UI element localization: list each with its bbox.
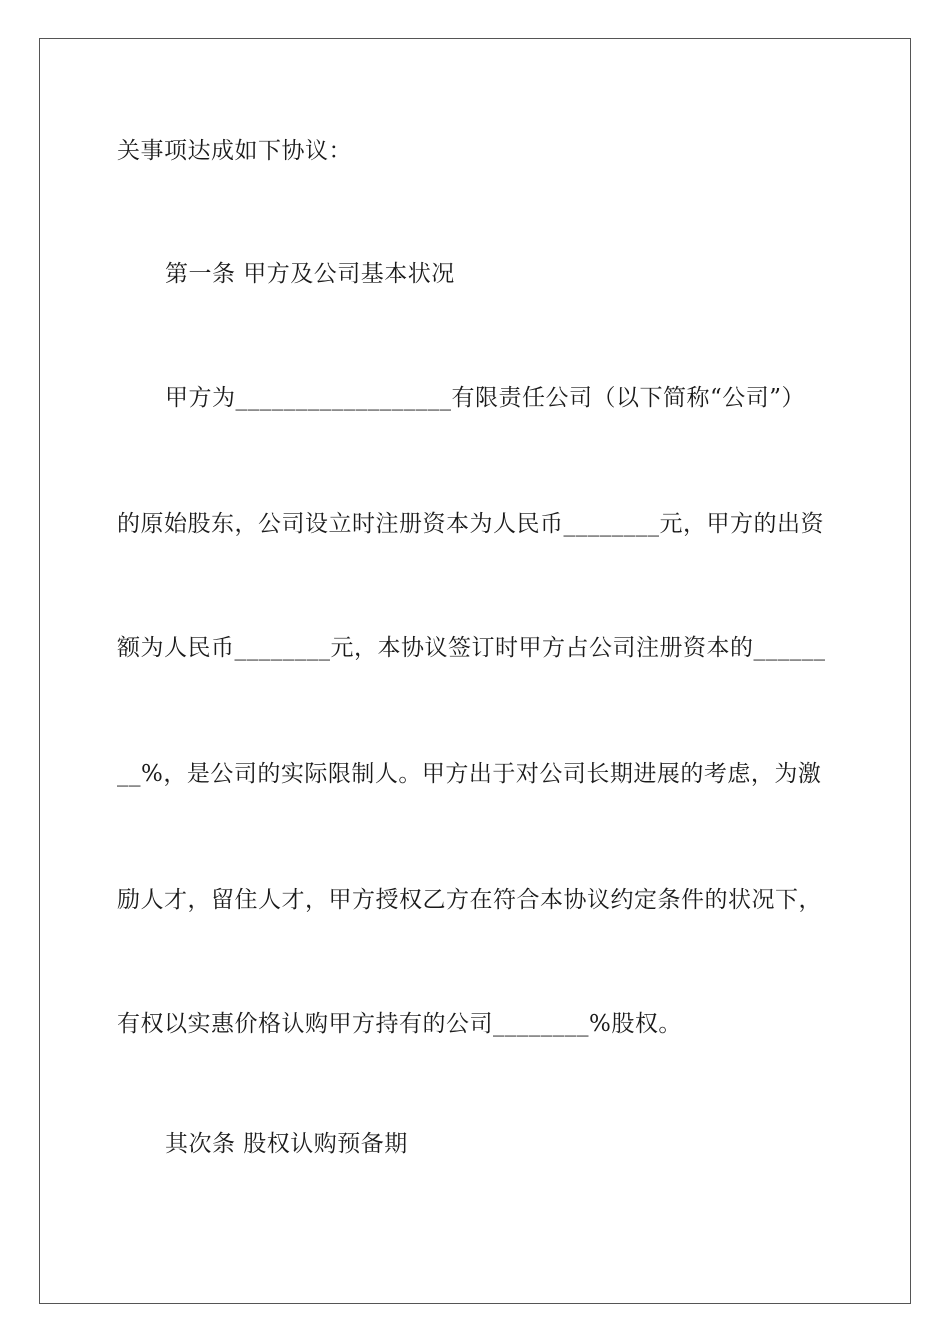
text-line-7: 励人才，留住人才，甲方授权乙方在符合本协议约定条件的状况下， (117, 887, 822, 913)
text-line-4: 的原始股东，公司设立时注册资本为人民币________元，甲方的出资 (117, 511, 824, 537)
text-line-5: 额为人民币________元，本协议签订时甲方占公司注册资本的______ (117, 635, 826, 661)
text-line-6: __%，是公司的实际限制人。甲方出于对公司长期进展的考虑，为激 (117, 761, 822, 787)
article-1-heading: 第一条 甲方及公司基本状况 (165, 261, 455, 287)
text-line-3: 甲方为__________________有限责任公司（以下简称“公司”） (165, 385, 806, 411)
article-2-heading: 其次条 股权认购预备期 (165, 1131, 408, 1157)
page-border (39, 38, 911, 1304)
text-line-8: 有权以实惠价格认购甲方持有的公司________%股权。 (117, 1011, 682, 1037)
text-line-1: 关事项达成如下协议： (117, 138, 352, 164)
